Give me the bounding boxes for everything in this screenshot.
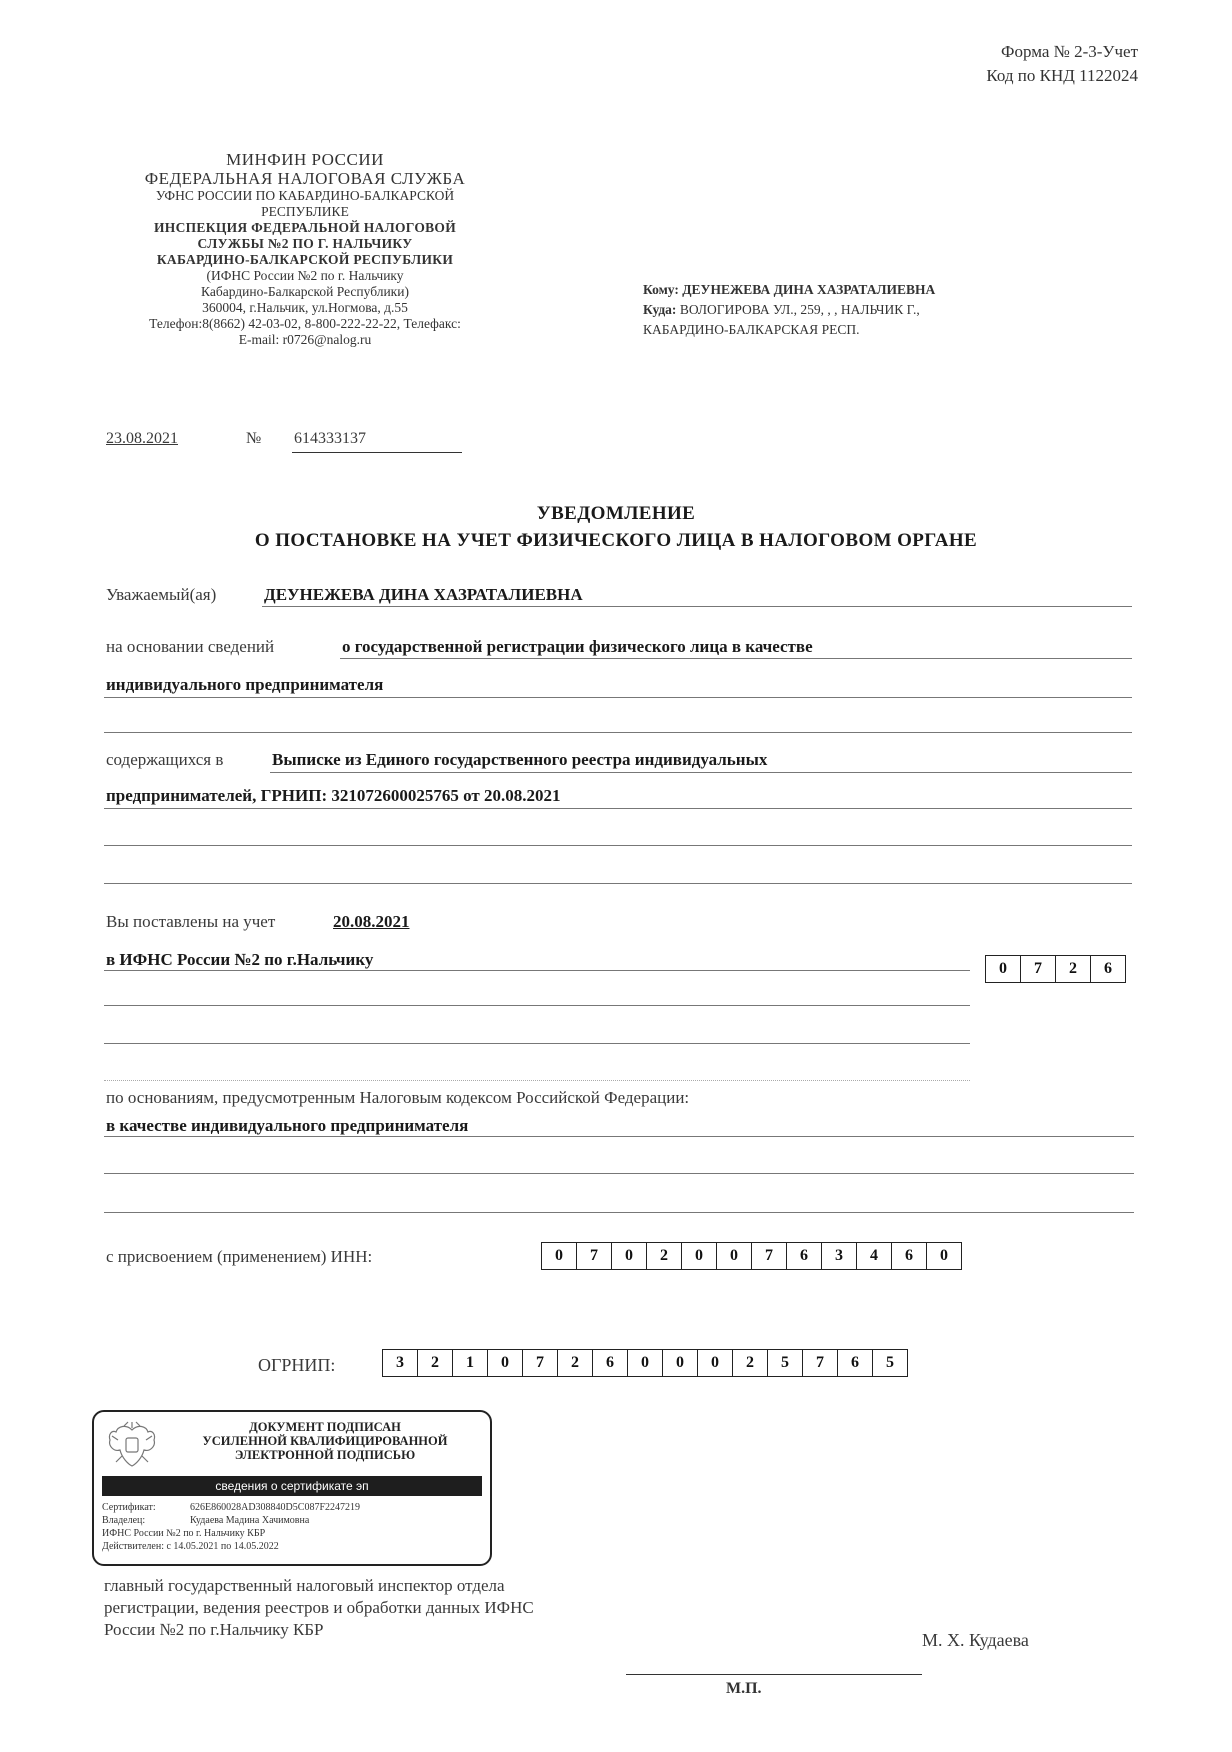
title-line-2: О ПОСТАНОВКЕ НА УЧЕТ ФИЗИЧЕСКОГО ЛИЦА В НАЛОГОВОМ ОРГАНЕ bbox=[254, 530, 978, 551]
tax-office: в ИФНС России №2 по г.Нальчику bbox=[106, 950, 374, 969]
issuer-line: МИНФИН РОССИИ bbox=[226, 150, 384, 169]
issuer-line: Телефон:8(8662) 42-03-02, 8-800-222-22-22, Телефакс: bbox=[149, 316, 461, 331]
ogrnip-digit: 0 bbox=[487, 1350, 522, 1376]
inn-digit: 2 bbox=[646, 1243, 681, 1269]
valid-label: Действителен: bbox=[102, 1541, 164, 1552]
inn-boxes bbox=[541, 1242, 962, 1270]
valid-value: с 14.05.2021 по 14.05.2022 bbox=[166, 1541, 279, 1552]
validity-row bbox=[102, 1541, 279, 1553]
ogrnip-digit: 0 bbox=[627, 1350, 662, 1376]
inn-digit: 6 bbox=[786, 1243, 821, 1269]
ogrnip-digit: 3 bbox=[396, 1354, 404, 1371]
office-code-digit: 0 bbox=[999, 960, 1007, 977]
knd-code: Код по КНД 1122024 bbox=[986, 66, 1138, 85]
ogrnip-digit: 0 bbox=[662, 1350, 697, 1376]
inn-digit: 7 bbox=[576, 1243, 611, 1269]
issuer-line: 360004, г.Нальчик, ул.Ногмова, д.55 bbox=[202, 300, 408, 315]
issuer-line: E-mail: r0726@nalog.ru bbox=[238, 332, 372, 347]
ogrnip-digit: 5 bbox=[767, 1350, 802, 1376]
ogrnip-digit: 0 bbox=[697, 1350, 732, 1376]
basis-value-1: о государственной регистрации физического лица в качестве bbox=[342, 637, 813, 656]
signer-name: М. Х. Кудаева bbox=[922, 1630, 1029, 1650]
title-line-1: УВЕДОМЛЕНИЕ bbox=[536, 503, 696, 524]
inn-digit: 3 bbox=[821, 1243, 856, 1269]
ogrnip-digit: 1 bbox=[452, 1350, 487, 1376]
inn-digit: 7 bbox=[751, 1243, 786, 1269]
grounds-label: по основаниям, предусмотренным Налоговым кодексом Российской Федерации: bbox=[106, 1088, 690, 1107]
to-label: Кому: bbox=[643, 282, 679, 297]
issuer-line: РЕСПУБЛИКЕ bbox=[261, 204, 349, 219]
coat-of-arms-icon bbox=[104, 1420, 160, 1472]
issuer-line: ФЕДЕРАЛЬНАЯ НАЛОГОВАЯ СЛУЖБА bbox=[144, 169, 466, 188]
issuer-line: ИНСПЕКЦИЯ ФЕДЕРАЛЬНОЙ НАЛОГОВОЙ bbox=[153, 220, 457, 235]
registration-label: Вы поставлены на учет bbox=[106, 912, 276, 931]
inn-digit: 0 bbox=[681, 1243, 716, 1269]
contained-label: содержащихся в bbox=[106, 750, 224, 769]
inn-label: с присвоением (применением) ИНН: bbox=[106, 1247, 373, 1266]
to-value: ДЕУНЕЖЕВА ДИНА ХАЗРАТАЛИЕВНА bbox=[682, 282, 936, 297]
stamp-header-line-2: УСИЛЕННОЙ КВАЛИФИЦИРОВАННОЙ bbox=[202, 1434, 448, 1448]
ogrnip-label: ОГРНИП: bbox=[258, 1355, 336, 1375]
ogrnip-digit: 2 bbox=[417, 1350, 452, 1376]
inn-digit: 6 bbox=[891, 1243, 926, 1269]
issuer-line: УФНС РОССИИ ПО КАБАРДИНО-БАЛКАРСКОЙ bbox=[155, 188, 455, 203]
address-value: ВОЛОГИРОВА УЛ., 259, , , НАЛЬЧИК Г., bbox=[679, 302, 920, 317]
inn-digit: 0 bbox=[555, 1247, 563, 1264]
owner-label: Владелец: bbox=[102, 1515, 146, 1526]
ogrnip-digit: 7 bbox=[802, 1350, 837, 1376]
inn-digit: 0 bbox=[716, 1243, 751, 1269]
certificate-info-bar: сведения о сертификате эп bbox=[102, 1476, 482, 1496]
issuer-line: СЛУЖБЫ №2 ПО Г. НАЛЬЧИКУ bbox=[197, 236, 413, 251]
document-date: 23.08.2021 bbox=[106, 430, 178, 447]
inn-digit: 4 bbox=[856, 1243, 891, 1269]
issuer-line: (ИФНС России №2 по г. Нальчику bbox=[206, 268, 404, 283]
grounds-value: в качестве индивидуального предпринимателя bbox=[106, 1116, 469, 1135]
inn-digit: 0 bbox=[926, 1243, 961, 1269]
dear-value: ДЕУНЕЖЕВА ДИНА ХАЗРАТАЛИЕВНА bbox=[264, 585, 583, 604]
stamp-header-line-1: ДОКУМЕНТ ПОДПИСАН bbox=[249, 1420, 401, 1434]
document-number: 614333137 bbox=[294, 430, 366, 447]
ogrnip-digit: 6 bbox=[837, 1350, 872, 1376]
office-code-boxes bbox=[985, 955, 1126, 983]
owner-row bbox=[102, 1515, 309, 1527]
certificate-row bbox=[102, 1502, 360, 1514]
basis-label: на основании сведений bbox=[106, 637, 275, 656]
ogrnip-digit: 2 bbox=[557, 1350, 592, 1376]
office-code-digit: 2 bbox=[1055, 956, 1090, 982]
contained-value-2: предпринимателей, ГРНИП: 321072600025765 от 20.08.2021 bbox=[106, 786, 561, 805]
basis-value-2: индивидуального предпринимателя bbox=[106, 675, 384, 694]
ogrnip-digit: 7 bbox=[522, 1350, 557, 1376]
office-code-digit: 6 bbox=[1090, 956, 1125, 982]
cert-value: 626E860028AD308840D5C087F2247219 bbox=[190, 1502, 361, 1513]
contained-value-1: Выписке из Единого государственного реестра индивидуальных bbox=[272, 750, 768, 769]
recipient-block bbox=[643, 280, 935, 340]
ogrnip-boxes bbox=[382, 1349, 908, 1377]
issuer-line: Кабардино-Балкарской Республики) bbox=[201, 284, 409, 299]
cert-label: Сертификат: bbox=[102, 1502, 156, 1513]
stamp-header bbox=[169, 1420, 481, 1462]
e-signature-stamp bbox=[92, 1410, 492, 1566]
address-value-2: КАБАРДИНО-БАЛКАРСКАЯ РЕСП. bbox=[643, 322, 860, 337]
dear-label: Уважаемый(ая) bbox=[106, 585, 217, 604]
ogrnip-digit: 5 bbox=[872, 1350, 907, 1376]
address-label: Куда: bbox=[643, 302, 677, 317]
office-code-digit: 7 bbox=[1020, 956, 1055, 982]
inn-digit: 0 bbox=[611, 1243, 646, 1269]
form-number: Форма № 2-3-Учет bbox=[1001, 42, 1138, 61]
number-label: № bbox=[246, 430, 262, 447]
ogrnip-digit: 2 bbox=[732, 1350, 767, 1376]
ogrnip-digit: 6 bbox=[592, 1350, 627, 1376]
issuer-block bbox=[100, 150, 510, 348]
issuer-line: КАБАРДИНО-БАЛКАРСКОЙ РЕСПУБЛИКИ bbox=[156, 252, 454, 267]
org-row: ИФНС России №2 по г. Нальчику КБР bbox=[102, 1528, 266, 1539]
signer-position: главный государственный налоговый инспектор отдела регистрации, ведения реестров и обработки данных ИФНС России №2 по г.Нальчику КБР bbox=[104, 1576, 534, 1639]
seal-place: М.П. bbox=[726, 1680, 762, 1697]
owner-value: Кудаева Мадина Хачимовна bbox=[190, 1515, 310, 1526]
document-title bbox=[0, 500, 1232, 554]
registration-date: 20.08.2021 bbox=[333, 912, 410, 931]
form-code bbox=[986, 40, 1138, 88]
stamp-header-line-3: ЭЛЕКТРОННОЙ ПОДПИСЬЮ bbox=[234, 1448, 416, 1462]
